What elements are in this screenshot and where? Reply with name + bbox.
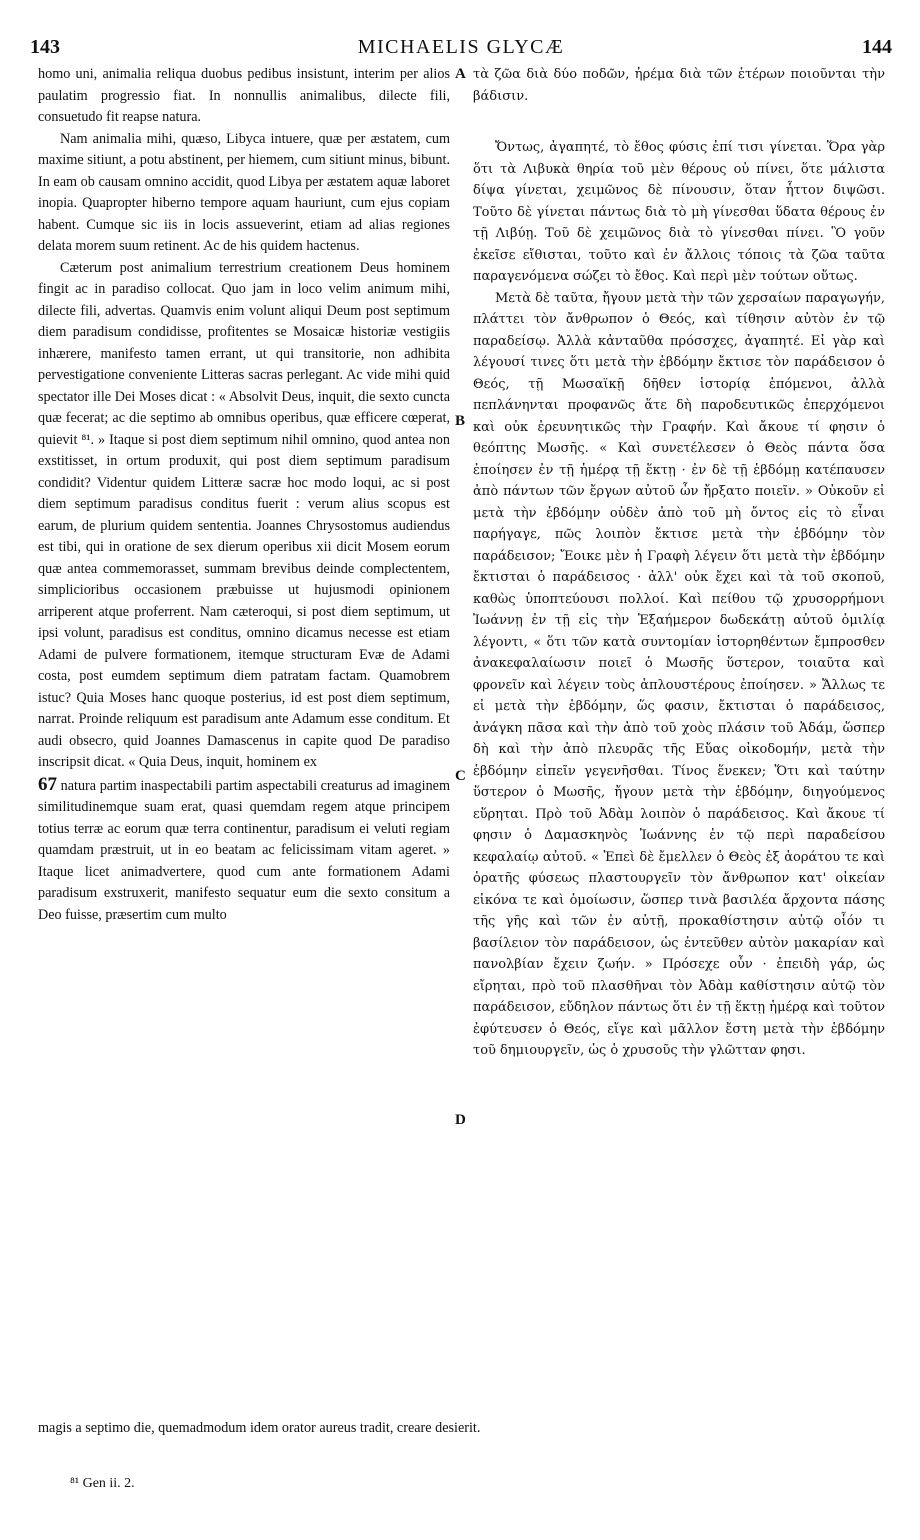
bottom-line: magis a septimo die, quemadmodum idem orator aureus tradit, creare desierit.: [38, 1420, 481, 1436]
margin-marker-c: C: [455, 768, 466, 784]
latin-paragraph-text: natura partim inaspectabili partim aspectabili creaturus ad imaginem similitudinemque suam erat, quasi quemdam regem atque principem totius terræ ac eorum quæ terra continentur, paradisum ei veluti regiam quamdam præstruit, ut in eo beatam ac felicissimam vitam ageret. » Itaque licet animadvertere, quod cum ante formationem Adami paradisum exstruxerit, manifesto sequatur eum die sexto consitum a Deo fuisse, præsertim cum multo: [38, 777, 450, 923]
left-page-number: 143: [30, 35, 60, 58]
greek-paragraph: τὰ ζῶα διὰ δύο ποδῶν, ἠρέμα διὰ τῶν ἑτέρων ποιοῦνται τὴν βάδισιν.: [473, 67, 885, 104]
latin-column: [38, 64, 450, 926]
margin-marker-a: A: [455, 66, 466, 82]
footnote: ⁸¹ Gen ii. 2.: [70, 1476, 135, 1491]
greek-paragraph: Μετὰ δὲ ταῦτα, ἤγουν μετὰ τὴν τῶν χερσαίων παραγωγήν, πλάττει τὸν ἄνθρωπον ὁ Θεός, καὶ τίθησιν αὐτὸν ἐν τῷ παραδείσῳ. Ἀλλὰ κἀνταῦθα πρόσσχες, ἀγαπητέ. Εἰ γὰρ καὶ λέγουσί τινες ὅτι μετὰ τὴν ἑβδόμην ἔκτισε τὸν παράδεισον ὁ Θεός, τῇ Μωσαϊκῇ δῆθεν ἱστορίᾳ ἑπόμενοι, ἀλλὰ πεπλάνηνται προφανῶς ἅτε δὴ παροδευτικῶς ἐπερχόμενοι καὶ οὐκ ἐρευνητικῶς τὴν Γραφήν. Καὶ ἄκουε τί φησιν ὁ θεόπτης Μωσῆς. « Καὶ συνετέλεσεν ὁ Θεὸς πάντα ὅσα ἐποίησεν ἐν τῇ ἡμέρᾳ τῇ ἕκτῃ · ἐν δὲ τῇ ἑβδόμῃ κατέπαυσεν ἀπὸ πάντων τῶν ἔργων αὐτοῦ ὧν ἤρξατο ποιεῖν. » Οὐκοῦν εἰ μετὰ τὴν ἑβδόμην οὐδὲν ἀπὸ τοῦ μὴ ὄντος εἰς τὸ εἶναι παρήγαγε, πῶς λοιπὸν ἔκτισε μετὰ τὴν ἑβδόμην τὸν παράδεισον; Ἔοικε μὲν ἡ Γραφὴ λέγειν ὅτι μετὰ τὴν ἑβδόμην ἔκτισται ὁ παράδεισος · ἀλλ' οὐκ ἔχει καὶ τὰ τοῦ σκοποῦ, καθὼς ὑποπτεύουσι πολλοί. Καὶ πείθου τῷ χρυσορρήμονι Ἰωάννῃ ἐν τῇ εἰς τὴν Ἑξαήμερον δωδεκάτῃ αὐτοῦ ὁμιλίᾳ λέγοντι, « ὅτι τῶν κατὰ συντομίαν ἱστορηθέντων ἔμπροσθεν ἀνακεφαλαίωσιν ποιεῖ ὁ Μωσῆς ὕστερον, τοιαῦτα καὶ φρονεῖν καὶ λέγειν τοὺς ἁπλουστέρους ἐποίησεν. » Ἄλλως τε εἰ μετὰ τὴν ἑβδόμην, ὥς φασιν, ἔκτισται ὁ παράδεισος, ἀνάγκη πᾶσα καὶ τὴν ἀπὸ τοῦ χοὸς πλάσιν τοῦ Ἀδάμ, ὥσπερ δὴ καὶ τὴν ἀπὸ πλευρᾶς τῆς Εὔας οἰκοδομήν, μετὰ τὴν ἑβδόμην εἰπεῖν γεγενῆσθαι. Τίνος ἕνεκεν; Ὅτι καὶ ταύτην ὕστερον ὁ Μωσῆς, ἤγουν μετὰ τὴν ἑβδόμην, διηγούμενος εὕρηται. Πρὸ τοῦ Ἀδὰμ λοιπὸν ὁ παράδεισος. Καὶ ἄκουε τί φησιν ὁ Δαμασκηνὸς Ἰωάννης ἐν τῷ περὶ παραδείσου κεφαλαίῳ αὐτοῦ. « Ἐπεὶ δὲ ἔμελλεν ὁ Θεὸς ἐξ ἀοράτου τε καὶ ὁρατῆς φύσεως πλαστουργεῖν τὸν ἄνθρωπον κατ' οἰκείαν εἰκόνα τε καὶ ὁμοίωσιν, ὥσπερ τινὰ βασιλέα ἄρχοντα πάσης τῆς γῆς καὶ τῶν ἐν αὐτῇ, προκαθίστησιν αὐτῷ οἷόν τι βασίλειον τὸν παράδεισον, ὡς ἐντεῦθεν αὐτὸν μακαρίαν καὶ πανολβίαν ἔχειν ζωήν. » Πρόσεχε οὖν · ἐπειδὴ γάρ, ὡς εἴρηται, πρὸ τοῦ πλασθῆναι τὸν Ἀδὰμ καθίστησιν αὐτῷ τὸν παράδεισον, εὔδηλον πάντως ὅτι ἐν τῇ ἕκτῃ ἡμέρᾳ καὶ τοῦτον ἐφύτευσεν ὁ Θεός, εἴγε καὶ μᾶλλον ἔστη μετὰ τὴν ἑβδόμην τοῦ δημιουργεῖν, ὡς ὁ χρυσοῦς τὴν γλῶτταν φησι.: [473, 290, 885, 1058]
greek-column: [473, 64, 885, 1062]
page-header: [30, 32, 892, 62]
latin-paragraph-continued: [38, 774, 450, 927]
greek-paragraph: Ὄντως, ἀγαπητέ, τὸ ἔθος φύσις ἐπί τισι γίνεται. Ὅρα γὰρ ὅτι τὰ Λιβυκὰ θηρία τοῦ μὲν θέρους οὐ πίνει, ὅτε μάλιστα δίψα γίνεται, χειμῶνος δὲ πίνουσιν, ὅταν ἧττον διψῶσι. Τοῦτο δὲ γίνεται πάντως διὰ τὸ μὴ γίνεσθαι ὕδατα θέρους ἐν τῇ Λιβύῃ. Τοῦ δὲ χειμῶνος διὰ τὸ γίνεσθαι πίνει. Ὃ γοῦν ἐκεῖσε εἴθισται, τοῦτο καὶ ἐν ἄλλοις τόποις τὰ ζῶα ταῦτα παραγενόμενα σώζει τὸ ἔθος. Καὶ περὶ μὲν τούτων οὕτως.: [473, 140, 885, 284]
latin-paragraph: Cæterum post animalium terrestrium creationem Deus hominem fingit ac in paradiso collocat. Quo jam in loco velim animum mihi, dilecte fili, advertas. Quamvis enim volunt aliqui Deum post septimum diem paradisum condidisse, profitentes se Mosaicæ historiæ vestigiis inhærere, manifesto tamen errant, ut qui transitorie, non adhibita pervestigatione conveniente Litteras sacras perlegant. Ac vide mihi quid spectator ille Dei Moses dicat : « Absolvit Deus, inquit, die sexto cuncta quæ fecerat; ac die septimo ab omnibus operibus, quæ efficere cœperat, quievit ⁸¹. » Itaque si post diem septimum nihil omnino, quod antea non exstitisset, in ortum produxit, qui post diem septimum paradisum condidit? Videntur quidem Litteræ sacræ hoc modo loqui, ac si post diem septimum paradisus conditus fuerit : verum alius scopus est earum, de plurium quidem sententia. Joannes Chrysostomus audiendus est tibi, qui in oratione de sex dierum operibus xii dicit Mosem eorum quæ antea commemorasset, summam brevibus deinde complectentem, simplicioribus occasionem præbuisse ut hujusmodi opinionem arriperent atque proferrent. Nam cæteroqui, si post diem septimum, ut ipsi volunt, paradisus est conditus, omnino dicamus necesse est etiam Adami de pulvere formationem, itemque structuram Evæ de Adami costa, post eumdem septimum diem patratam factam. Quamobrem istuc? Quia Moses hanc quoque posterius, id est post diem septimum, narrat. Proinde reliquum est paradisum ante Adamum esse conditum. Et audi obsecro, quid Joannes Damascenus in capite quod De paradiso inscripsit dicat. « Quia Deus, inquit, hominem ex: [38, 259, 450, 770]
latin-paragraph: Nam animalia mihi, quæso, Libyca intuere, quæ per æstatem, cum maxime sitiunt, a potu abstinent, per hiemem, cum sitiunt minus, bibunt. In eam ob causam omnino accidit, quod Libya per æstatem aquæ laboret inopia. Quapropter hiberno tempore aquam hauriunt, cum ejus copiam habent. Cumque sic iis in locis assueverint, etiam ad alias regiones delata morem suum retinent. Ac de his quidem hactenus.: [38, 130, 450, 254]
margin-marker-b: B: [455, 413, 466, 429]
margin-marker-d: D: [455, 1112, 466, 1128]
right-page-number: 144: [862, 35, 892, 58]
latin-paragraph: homo uni, animalia reliqua duobus pedibus insistunt, interim per alios paulatim progressio fiat. In nonnullis animalibus, dilecte fili, consuetudo fit reapse natura.: [38, 66, 450, 125]
running-title: MICHAELIS GLYCÆ: [357, 35, 565, 58]
page-mark: 67: [38, 773, 57, 795]
